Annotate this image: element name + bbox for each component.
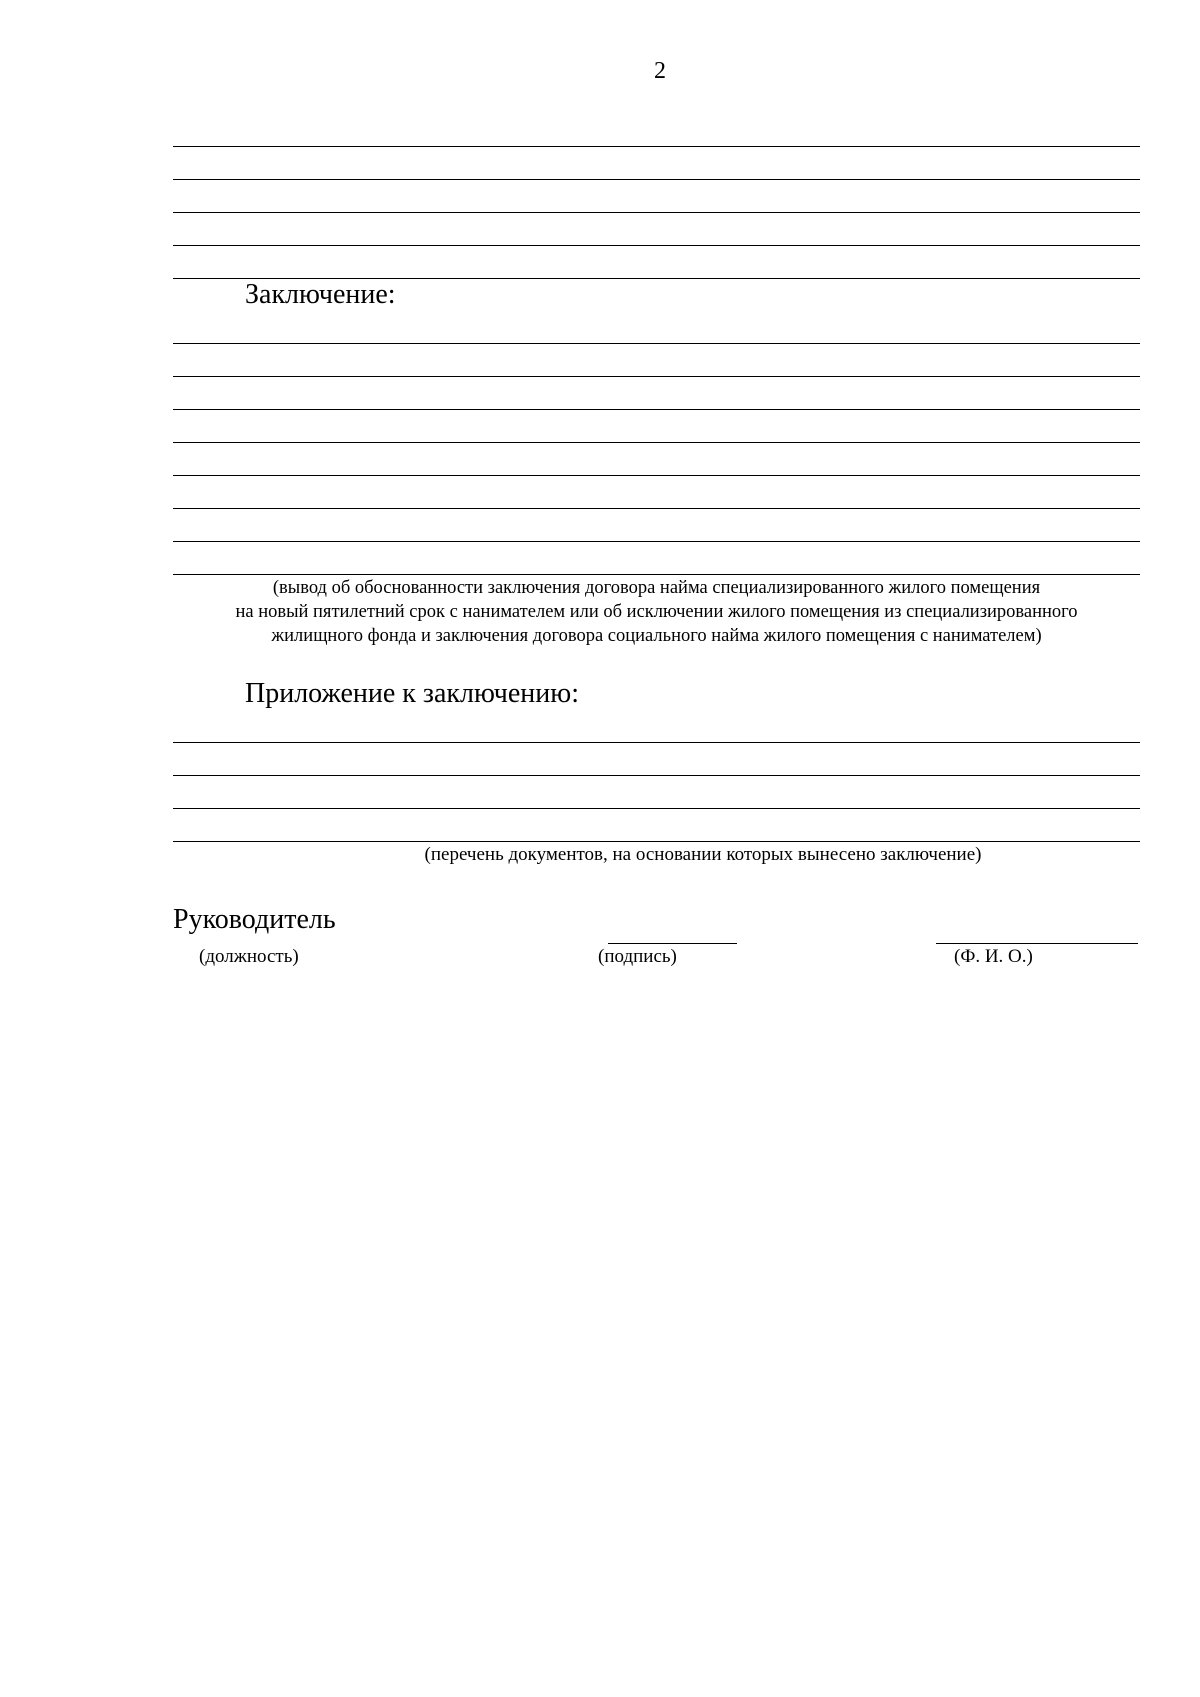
blank-line	[173, 508, 1140, 509]
caption-line: на новый пятилетний срок с нанимателем или об исключении жилого помещения из специализированного	[235, 602, 1078, 622]
signature-caption: (подпись)	[598, 946, 677, 967]
position-caption: (должность)	[199, 946, 299, 967]
name-caption: (Ф. И. О.)	[954, 946, 1033, 967]
conclusion-caption	[173, 576, 1140, 648]
page-number: 2	[654, 58, 666, 84]
caption-line: (вывод об обоснованности заключения договора найма специализированного жилого помещения	[272, 578, 1041, 598]
blank-line	[173, 212, 1140, 213]
position-value: Руководитель	[173, 904, 336, 935]
blank-line	[173, 775, 1140, 776]
blank-line	[173, 146, 1140, 147]
signature-line	[608, 943, 737, 944]
blank-line	[173, 742, 1140, 743]
blank-line	[173, 376, 1140, 377]
blank-line	[173, 841, 1140, 842]
blank-line	[173, 475, 1140, 476]
blank-line	[173, 808, 1140, 809]
blank-line	[173, 245, 1140, 246]
blank-line	[173, 343, 1140, 344]
caption-line: жилищного фонда и заключения договора социального найма жилого помещения с нанимателем)	[271, 626, 1042, 646]
appendix-caption: (перечень документов, на основании которых вынесено заключение)	[424, 844, 982, 865]
name-line	[936, 943, 1138, 944]
blank-line	[173, 442, 1140, 443]
conclusion-heading: Заключение:	[245, 279, 396, 310]
appendix-heading: Приложение к заключению:	[245, 678, 579, 709]
blank-line	[173, 179, 1140, 180]
blank-line	[173, 541, 1140, 542]
blank-line	[173, 409, 1140, 410]
blank-line	[173, 574, 1140, 575]
